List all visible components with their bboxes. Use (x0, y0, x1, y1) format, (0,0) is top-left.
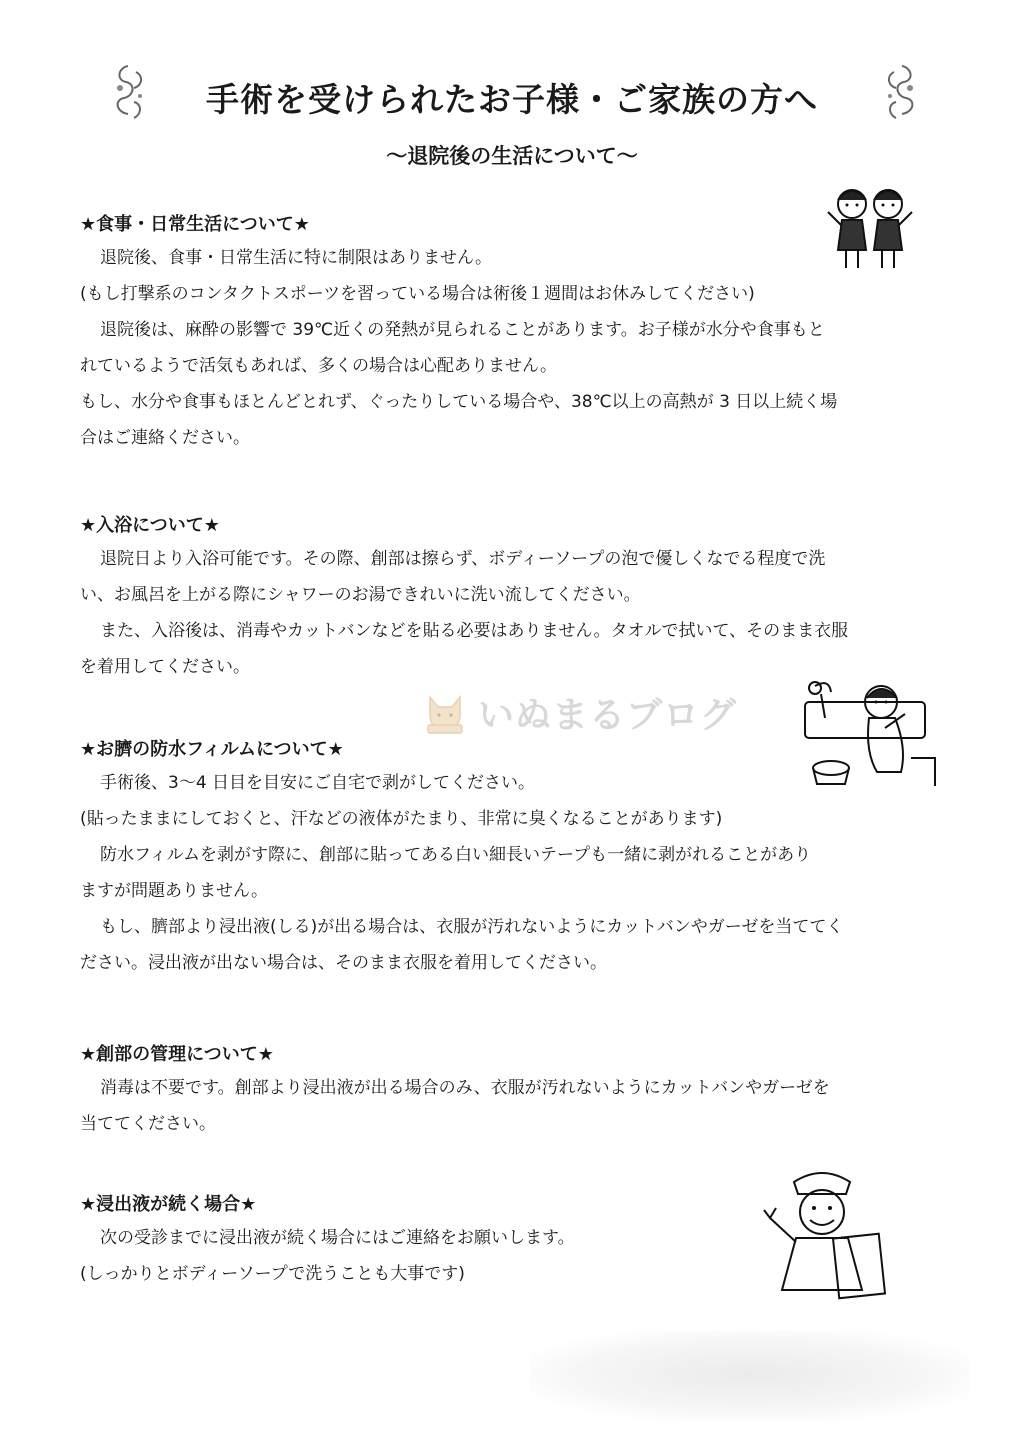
bathing-child-illustration-icon (785, 672, 940, 792)
body-line: い、お風呂を上がる際にシャワーのお湯できれいに洗い流してください。 (80, 585, 641, 605)
nurse-illustration-icon (752, 1160, 892, 1300)
body-line: 手術後、3～4 日目を目安にご自宅で剥がしてください。 (100, 773, 536, 793)
body-line: 合はご連絡ください。 (80, 428, 250, 448)
page-subtitle: ～退院後の生活について～ (386, 144, 638, 168)
body-line: ますが問題ありません。 (80, 881, 269, 901)
body-line: 退院後は、麻酔の影響で 39℃近くの発熱が見られることがあります。お子様が水分や食事もと (100, 320, 825, 340)
body-line: (しっかりとボディーソープで洗うことも大事です) (80, 1264, 465, 1284)
section-bathing (80, 511, 950, 685)
body-line: もし、水分や食事もほとんどとれず、ぐったりしている場合や、38℃以上の高熱が 3 日以上続く場 (80, 392, 838, 412)
watermark-text: いぬまるブログ (478, 694, 738, 736)
body-line: 当ててください。 (80, 1114, 216, 1134)
body-line: れているようで活気もあれば、多くの場合は心配ありません。 (80, 356, 558, 376)
body-line: (貼ったままにしておくと、汗などの液体がたまり、非常に臭くなることがあります) (80, 809, 723, 829)
body-line: 消毒は不要です。創部より浸出液が出る場合のみ、衣服が汚れないようにカットバンやガーゼを (100, 1078, 830, 1098)
body-line: もし、臍部より浸出液(しる)が出る場合は、衣服が汚れないようにカットバンやガーゼを当ててく (100, 917, 844, 937)
section-heading: ★お臍の防水フィルムについて★ (80, 739, 344, 760)
page-title: 手術を受けられたお子様・ご家族の方へ (206, 80, 818, 119)
dog-mascot-icon (420, 687, 470, 737)
scan-smudge (530, 1330, 970, 1420)
section-heading: ★浸出液が続く場合★ (80, 1194, 257, 1215)
section-wound-care (80, 1040, 950, 1142)
body-line: (もし打撃系のコンタクトスポーツを習っている場合は術後１週間はお休みしてください) (80, 284, 755, 304)
watermark (420, 684, 737, 740)
body-line: 防水フィルムを剥がす際に、創部に貼ってある白い細長いテープも一緒に剥がれることがあり (100, 845, 812, 865)
section-heading: ★食事・日常生活について★ (80, 214, 310, 235)
body-line: 退院日より入浴可能です。その際、創部は擦らず、ボディーソープの泡で優しくなでる程度で洗 (100, 549, 826, 569)
body-line: 次の受診までに浸出液が続く場合にはご連絡をお願いします。 (100, 1228, 575, 1248)
body-line: 退院後、食事・日常生活に特に制限はありません。 (100, 248, 493, 268)
children-illustration-icon (820, 176, 920, 276)
body-line: ださい。浸出液が出ない場合は、そのまま衣服を着用してください。 (80, 953, 607, 973)
body-line: また、入浴後は、消毒やカットバンなどを貼る必要はありません。タオルで拭いて、そのまま衣服 (100, 621, 849, 641)
body-line: を着用してください。 (80, 657, 250, 677)
section-heading: ★入浴について★ (80, 515, 220, 536)
section-heading: ★創部の管理について★ (80, 1044, 274, 1065)
